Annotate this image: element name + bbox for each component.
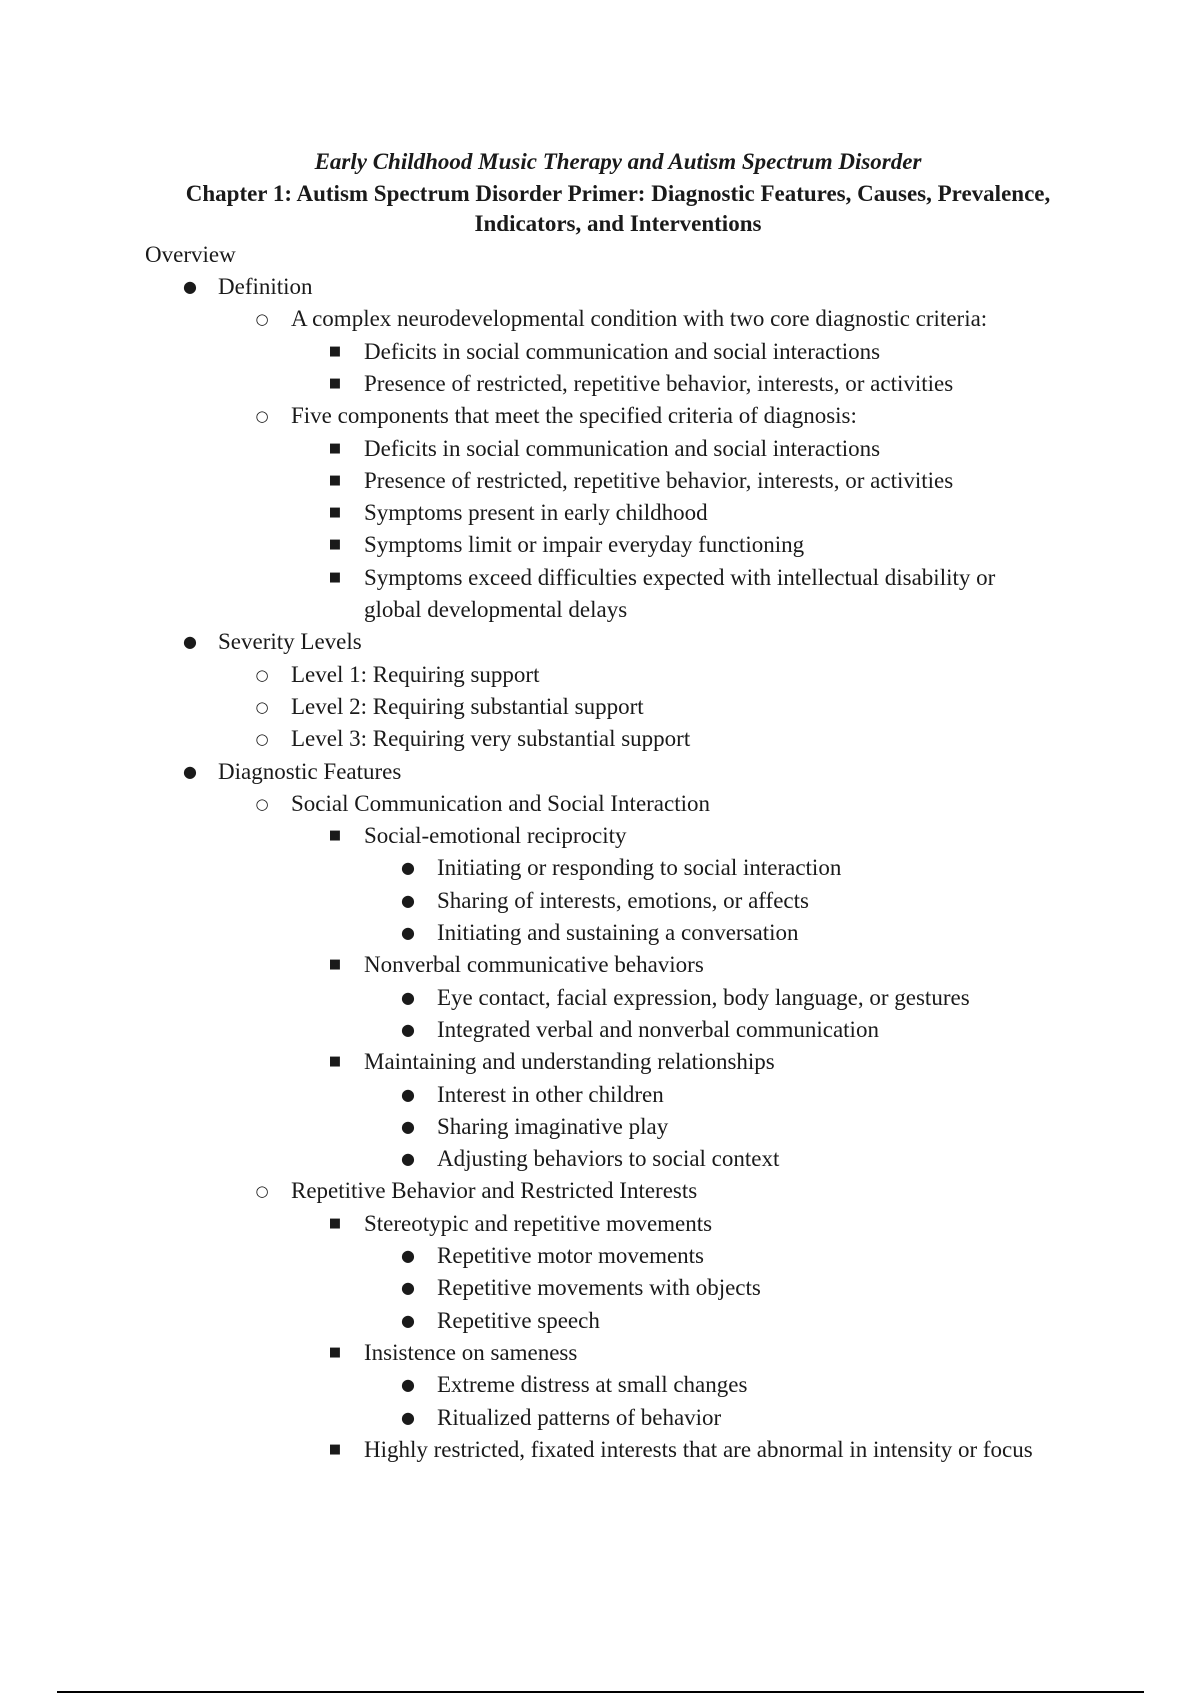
bullet-level-3-icon: ■ bbox=[328, 1216, 342, 1231]
bullet-level-1-icon: ● bbox=[183, 277, 197, 296]
bullet-level-2-icon: ○ bbox=[255, 795, 269, 813]
outline-item-level-4: Interest in other children bbox=[437, 1082, 664, 1107]
outline-item-level-3: Deficits in social communication and social interactions bbox=[364, 436, 881, 461]
bullet-level-3-icon: ■ bbox=[328, 344, 342, 359]
outline-item-level-1: Diagnostic Features bbox=[218, 759, 402, 784]
bullet-level-3-icon: ■ bbox=[328, 376, 342, 391]
outline-item-level-2: Repetitive Behavior and Restricted Interests bbox=[291, 1178, 698, 1203]
outline-item-level-3: Insistence on sameness bbox=[364, 1340, 578, 1365]
outline-item-level-2: Social Communication and Social Interaction bbox=[291, 791, 711, 816]
bullet-level-4-icon: ● bbox=[401, 858, 415, 877]
bullet-level-2-icon: ○ bbox=[255, 407, 269, 425]
bullet-level-2-icon: ○ bbox=[255, 698, 269, 716]
outline-item-level-3: Social-emotional reciprocity bbox=[364, 823, 627, 848]
outline-item-level-3: Highly restricted, fixated interests that are abnormal in intensity or focus bbox=[364, 1437, 1033, 1462]
bullet-level-4-icon: ● bbox=[401, 1311, 415, 1330]
outline-item-level-1: Severity Levels bbox=[218, 629, 362, 654]
bullet-level-1-icon: ● bbox=[183, 762, 197, 781]
outline-item-level-3: Nonverbal communicative behaviors bbox=[364, 952, 704, 977]
bullet-level-3-icon: ■ bbox=[328, 1345, 342, 1360]
outline-item-level-2: Level 2: Requiring substantial support bbox=[291, 694, 644, 719]
bullet-level-4-icon: ● bbox=[401, 1278, 415, 1297]
bullet-level-3-icon: ■ bbox=[328, 441, 342, 456]
outline-item-level-3: Stereotypic and repetitive movements bbox=[364, 1211, 713, 1236]
outline-item-level-1: Definition bbox=[218, 274, 313, 299]
outline-item-level-4: Initiating or responding to social interaction bbox=[437, 855, 842, 880]
outline-item-level-4: Repetitive movements with objects bbox=[437, 1275, 761, 1300]
bullet-level-2-icon: ○ bbox=[255, 1182, 269, 1200]
bullet-level-2-icon: ○ bbox=[255, 310, 269, 328]
outline-item-level-4: Repetitive motor movements bbox=[437, 1243, 705, 1268]
bullet-level-3-icon: ■ bbox=[328, 828, 342, 843]
chapter-title-line-2: Indicators, and Interventions bbox=[474, 211, 762, 236]
outline-item-level-3: Symptoms limit or impair everyday functioning bbox=[364, 532, 805, 557]
bullet-level-4-icon: ● bbox=[401, 1117, 415, 1136]
outline-item-level-4: Ritualized patterns of behavior bbox=[437, 1405, 722, 1430]
section-heading-overview: Overview bbox=[145, 242, 236, 267]
outline-item-continuation: global developmental delays bbox=[364, 597, 628, 622]
outline-item-level-3: Presence of restricted, repetitive behavior, interests, or activities bbox=[364, 468, 954, 493]
outline-item-level-3: Symptoms exceed difficulties expected with intellectual disability or bbox=[364, 565, 996, 590]
bullet-level-3-icon: ■ bbox=[328, 505, 342, 520]
bullet-level-4-icon: ● bbox=[401, 1246, 415, 1265]
bullet-level-3-icon: ■ bbox=[328, 473, 342, 488]
bullet-level-4-icon: ● bbox=[401, 1408, 415, 1427]
bullet-level-3-icon: ■ bbox=[328, 570, 342, 585]
outline-item-level-2: Level 1: Requiring support bbox=[291, 662, 540, 687]
bullet-level-4-icon: ● bbox=[401, 1020, 415, 1039]
outline-item-level-2: A complex neurodevelopmental condition with two core diagnostic criteria: bbox=[291, 306, 988, 331]
outline-item-level-4: Initiating and sustaining a conversation bbox=[437, 920, 799, 945]
outline-item-level-2: Level 3: Requiring very substantial support bbox=[291, 726, 691, 751]
outline-item-level-3: Symptoms present in early childhood bbox=[364, 500, 708, 525]
outline-item-level-4: Sharing imaginative play bbox=[437, 1114, 669, 1139]
bullet-level-3-icon: ■ bbox=[328, 1442, 342, 1457]
bullet-level-3-icon: ■ bbox=[328, 957, 342, 972]
bullet-level-3-icon: ■ bbox=[328, 1054, 342, 1069]
outline-item-level-4: Adjusting behaviors to social context bbox=[437, 1146, 780, 1171]
bullet-level-4-icon: ● bbox=[401, 891, 415, 910]
document-title: Early Childhood Music Therapy and Autism Spectrum Disorder bbox=[314, 149, 922, 174]
outline-item-level-4: Sharing of interests, emotions, or affects bbox=[437, 888, 809, 913]
bullet-level-2-icon: ○ bbox=[255, 730, 269, 748]
bullet-level-4-icon: ● bbox=[401, 1149, 415, 1168]
outline-item-level-3: Maintaining and understanding relationships bbox=[364, 1049, 775, 1074]
bullet-level-2-icon: ○ bbox=[255, 666, 269, 684]
outline-item-level-4: Extreme distress at small changes bbox=[437, 1372, 748, 1397]
footer-divider bbox=[57, 1691, 1144, 1693]
bullet-level-4-icon: ● bbox=[401, 988, 415, 1007]
outline-item-level-4: Eye contact, facial expression, body language, or gestures bbox=[437, 985, 970, 1010]
outline-item-level-3: Presence of restricted, repetitive behavior, interests, or activities bbox=[364, 371, 954, 396]
bullet-level-4-icon: ● bbox=[401, 1085, 415, 1104]
outline-item-level-4: Integrated verbal and nonverbal communication bbox=[437, 1017, 879, 1042]
bullet-level-4-icon: ● bbox=[401, 1375, 415, 1394]
bullet-level-4-icon: ● bbox=[401, 923, 415, 942]
chapter-title-line-1: Chapter 1: Autism Spectrum Disorder Primer: Diagnostic Features, Causes, Prevalence, bbox=[185, 181, 1051, 206]
bullet-level-3-icon: ■ bbox=[328, 537, 342, 552]
outline-item-level-2: Five components that meet the specified criteria of diagnosis: bbox=[291, 403, 857, 428]
outline-item-level-3: Deficits in social communication and social interactions bbox=[364, 339, 881, 364]
outline-item-level-4: Repetitive speech bbox=[437, 1308, 600, 1333]
bullet-level-1-icon: ● bbox=[183, 632, 197, 651]
